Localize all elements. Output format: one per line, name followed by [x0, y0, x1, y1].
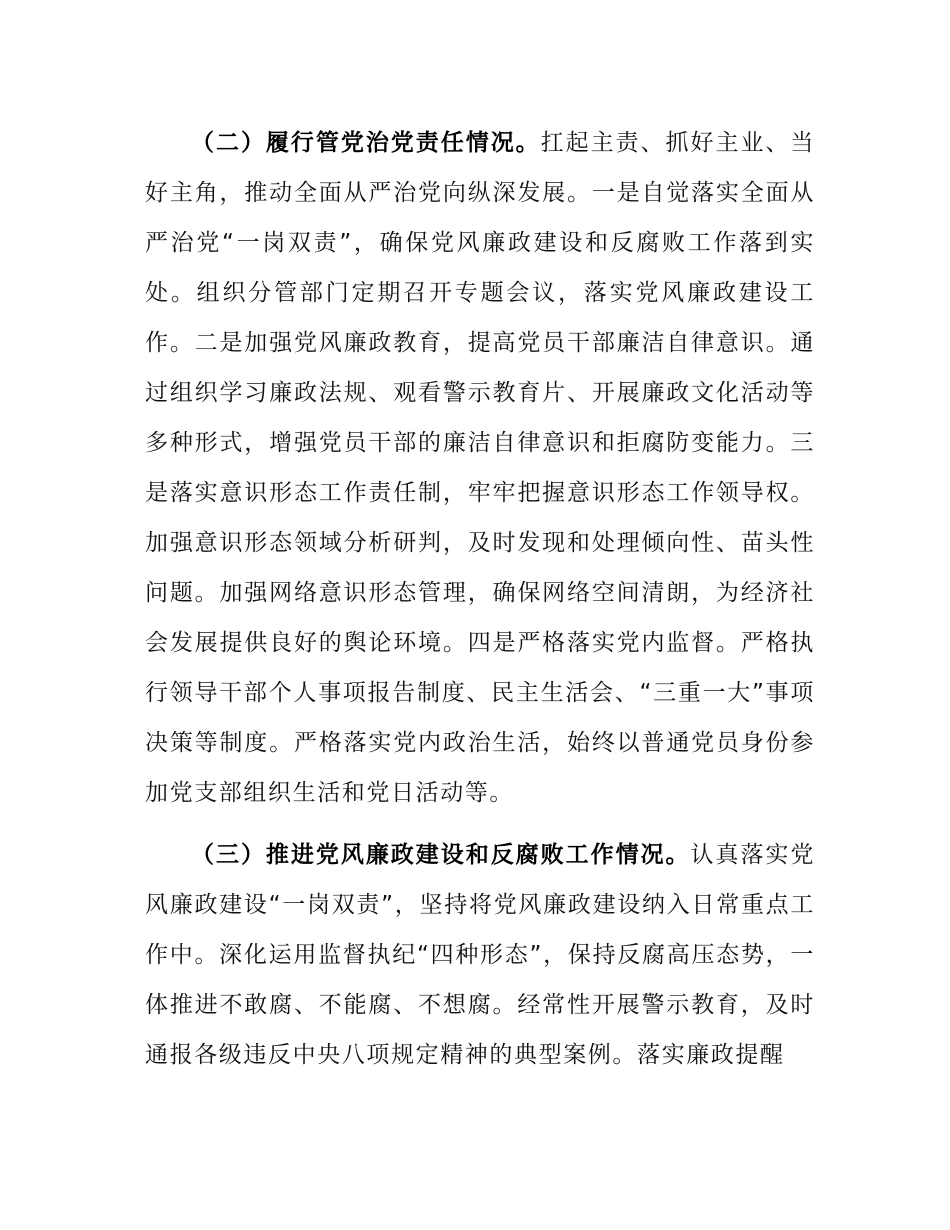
section-body: 认真落实党风廉政建设“一岗双责”，坚持将党风廉政建设纳入日常重点工作中。深化运用监督执纪“四种形态”，保持反腐高压态势，一体推进不敢腐、不能腐、不想腐。经常性开展警示教育，及时通报各级违反中央八项规定精神的典型案例。落实廉政提醒: [145, 842, 815, 1068]
section-body: 扛起主责、抓好主业、当好主角，推动全面从严治党向纵深发展。一是自觉落实全面从严治党“一岗双责”，确保党风廉政建设和反腐败工作落到实处。组织分管部门定期召开专题会议，落实党风廉政建设工作。二是加强党风廉政教育，提高党员干部廉洁自律意识。通过组织学习廉政法规、观看警示教育片、开展廉政文化活动等多种形式，增强党员干部的廉洁自律意识和拒腐防变能力。三是落实意识形态工作责任制，牢牢把握意识形态工作领导权。加强意识形态领域分析研判，及时发现和处理倾向性、苗头性问题。加强网络意识形态管理，确保网络空间清朗，为经济社会发展提供良好的舆论环境。四是严格落实党内监督。严格执行领导干部个人事项报告制度、民主生活会、“三重一大”事项决策等制度。严格落实党内政治生活，始终以普通党员身份参加党支部组织生活和党日活动等。: [145, 130, 815, 806]
section-party-governance: [145, 118, 815, 818]
section-heading: （二）履行管党治党责任情况。: [191, 130, 541, 156]
section-heading: （三）推进党风廉政建设和反腐败工作情况。: [191, 842, 691, 868]
section-anti-corruption: [145, 830, 815, 1080]
